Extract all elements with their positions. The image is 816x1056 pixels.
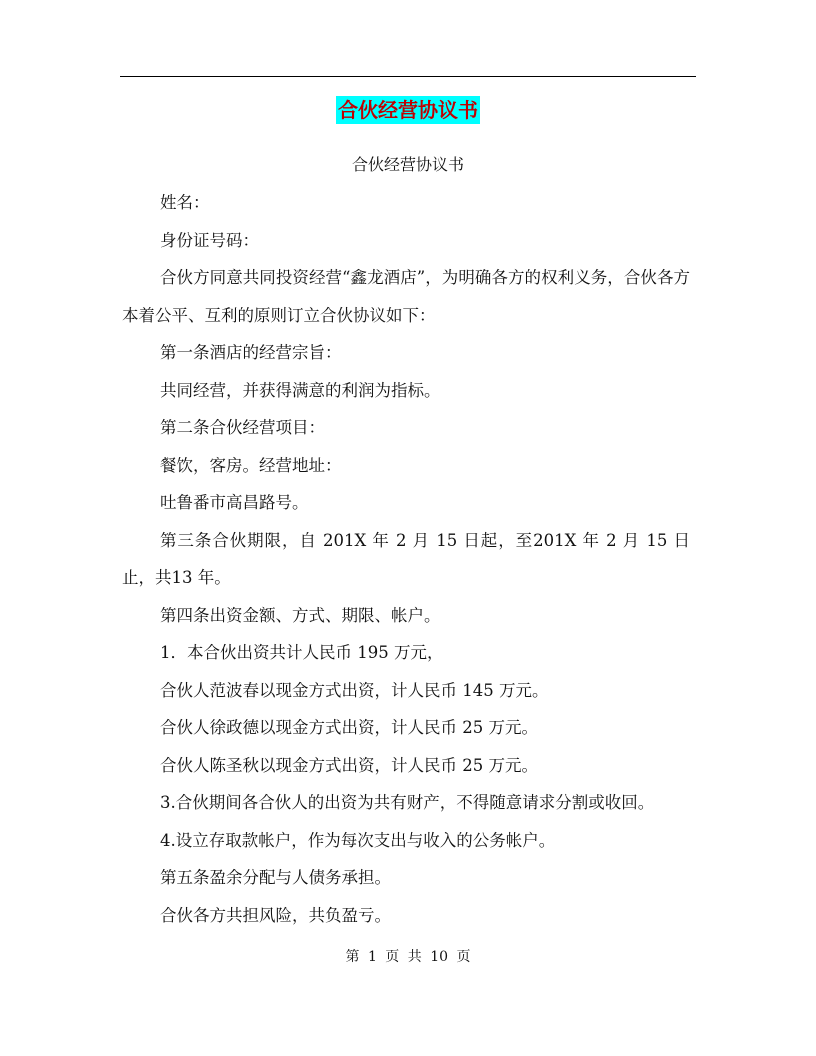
page-number: 第 1 页 共 10 页 bbox=[345, 949, 471, 965]
banner-title bbox=[0, 94, 816, 123]
paragraph: 第三条合伙期限，自 201X 年 2 月 15 日起，至201X 年 2 月 15 日止，共13 年。 bbox=[122, 530, 690, 587]
paragraph: 吐鲁番市高昌路号。 bbox=[160, 493, 309, 512]
paragraph: 姓名： bbox=[160, 193, 210, 212]
paragraph: 第一条酒店的经营宗旨： bbox=[160, 343, 342, 362]
banner-title-text: 合伙经营协议书 bbox=[338, 98, 478, 122]
paragraph: 第二条合伙经营项目： bbox=[160, 418, 325, 437]
paragraph: 合伙人范波春以现金方式出资，计人民币 145 万元。 bbox=[160, 680, 549, 700]
paragraph: 1．本合伙出资共计人民币 195 万元， bbox=[160, 643, 444, 662]
paragraph: 合伙各方共担风险，共负盈亏。 bbox=[160, 905, 391, 925]
paragraph: 第四条出资金额、方式、期限、帐户。 bbox=[160, 605, 441, 625]
paragraph: 3.合伙期间各合伙人的出资为共有财产，不得随意请求分割或收回。 bbox=[160, 793, 655, 812]
paragraph: 第五条盈余分配与人债务承担。 bbox=[160, 868, 391, 887]
paragraph: 餐饮，客房。经营地址： bbox=[160, 455, 342, 475]
paragraph: 共同经营，并获得满意的利润为指标。 bbox=[160, 380, 441, 400]
paragraph: 合伙人徐政德以现金方式出资，计人民币 25 万元。 bbox=[160, 718, 538, 737]
paragraph: 4.设立存取款帐户，作为每次支出与收入的公务帐户。 bbox=[160, 830, 556, 850]
header-rule bbox=[120, 76, 696, 77]
paragraph: 身份证号码： bbox=[160, 230, 259, 250]
paragraph: 合伙方同意共同投资经营“鑫龙酒店”，为明确各方的权利义务，合伙各方本着公平、互利的原则订立合伙协议如下： bbox=[122, 268, 690, 325]
document-title: 合伙经营协议书 bbox=[351, 155, 464, 174]
document-body bbox=[122, 184, 690, 934]
paragraph: 合伙人陈圣秋以现金方式出资，计人民币 25 万元。 bbox=[160, 755, 538, 775]
